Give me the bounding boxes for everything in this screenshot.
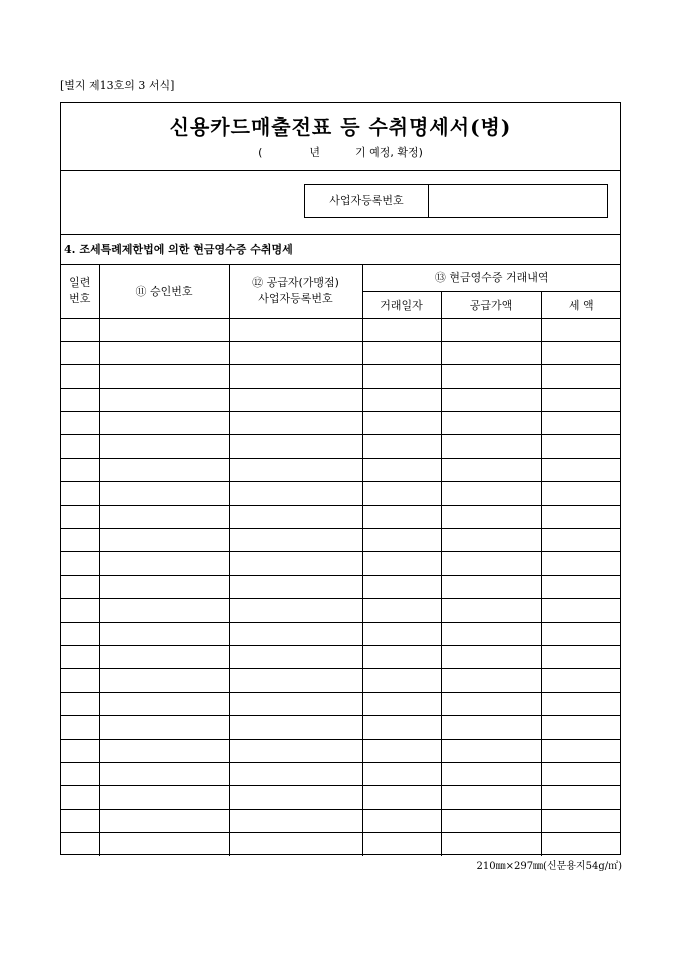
table-row xyxy=(61,599,621,622)
approval-number-cell[interactable] xyxy=(99,622,229,645)
approval-number-cell[interactable] xyxy=(99,575,229,598)
supplier-registration-cell[interactable] xyxy=(229,645,362,668)
approval-number-cell[interactable] xyxy=(99,599,229,622)
transaction-date-cell[interactable] xyxy=(362,529,441,552)
transaction-date-cell[interactable] xyxy=(362,692,441,715)
tax-amount-cell[interactable] xyxy=(541,552,621,575)
approval-number-cell[interactable] xyxy=(99,388,229,411)
table-row xyxy=(61,318,621,341)
approval-number-cell[interactable] xyxy=(99,833,229,856)
tax-amount-cell[interactable] xyxy=(541,692,621,715)
transaction-date-cell[interactable] xyxy=(362,833,441,856)
approval-number-cell[interactable] xyxy=(99,809,229,832)
receipt-table-body xyxy=(61,318,621,856)
table-row xyxy=(61,809,621,832)
header-supply-amount: 공급가액 xyxy=(441,291,541,318)
supply-amount-cell[interactable] xyxy=(441,505,541,528)
approval-number-cell[interactable] xyxy=(99,529,229,552)
supplier-registration-cell[interactable] xyxy=(229,365,362,388)
tax-amount-cell[interactable] xyxy=(541,529,621,552)
supplier-registration-cell[interactable] xyxy=(229,786,362,809)
serial-cell[interactable] xyxy=(61,809,99,832)
tax-amount-cell[interactable] xyxy=(541,739,621,762)
approval-number-cell[interactable] xyxy=(99,645,229,668)
supply-amount-cell[interactable] xyxy=(441,809,541,832)
transaction-date-cell[interactable] xyxy=(362,599,441,622)
approval-number-cell[interactable] xyxy=(99,552,229,575)
supplier-registration-cell[interactable] xyxy=(229,388,362,411)
section-title: 4. 조세특례제한법에 의한 현금영수증 수취명세 xyxy=(61,235,620,265)
approval-number-cell[interactable] xyxy=(99,739,229,762)
table-row xyxy=(61,529,621,552)
transaction-date-cell[interactable] xyxy=(362,412,441,435)
supplier-registration-cell[interactable] xyxy=(229,575,362,598)
header-serial-line2: 번호 xyxy=(69,291,91,305)
approval-number-cell[interactable] xyxy=(99,318,229,341)
paper-spec: 210㎜×297㎜(신문용지54g/㎡) xyxy=(476,861,622,872)
approval-number-cell[interactable] xyxy=(99,458,229,481)
tax-amount-cell[interactable] xyxy=(541,809,621,832)
tax-amount-cell[interactable] xyxy=(541,505,621,528)
approval-number-cell[interactable] xyxy=(99,412,229,435)
tax-amount-cell[interactable] xyxy=(541,786,621,809)
serial-cell[interactable] xyxy=(61,833,99,856)
serial-cell[interactable] xyxy=(61,575,99,598)
serial-cell[interactable] xyxy=(61,599,99,622)
transaction-date-cell[interactable] xyxy=(362,809,441,832)
table-row xyxy=(61,412,621,435)
header-serial-line1: 일련 xyxy=(69,275,91,289)
supplier-registration-cell[interactable] xyxy=(229,529,362,552)
transaction-date-cell[interactable] xyxy=(362,388,441,411)
period-type-label: 기 예정, 확정) xyxy=(355,146,423,159)
header-approval-number: ⑪ 승인번호 xyxy=(99,264,229,318)
tax-amount-cell[interactable] xyxy=(541,365,621,388)
table-row xyxy=(61,482,621,505)
serial-cell[interactable] xyxy=(61,552,99,575)
tax-amount-cell[interactable] xyxy=(541,435,621,458)
supplier-registration-cell[interactable] xyxy=(229,318,362,341)
supplier-registration-cell[interactable] xyxy=(229,458,362,481)
supply-amount-cell[interactable] xyxy=(441,552,541,575)
transaction-date-cell[interactable] xyxy=(362,552,441,575)
form-title: 신용카드매출전표 등 수취명세서(병) xyxy=(169,115,512,139)
table-row xyxy=(61,365,621,388)
table-row xyxy=(61,552,621,575)
supplier-registration-cell[interactable] xyxy=(229,739,362,762)
supply-amount-cell[interactable] xyxy=(441,762,541,785)
supplier-registration-cell[interactable] xyxy=(229,716,362,739)
supply-amount-cell[interactable] xyxy=(441,669,541,692)
supply-amount-cell[interactable] xyxy=(441,529,541,552)
transaction-date-cell[interactable] xyxy=(362,318,441,341)
supply-amount-cell[interactable] xyxy=(441,575,541,598)
tax-amount-cell[interactable] xyxy=(541,669,621,692)
serial-cell[interactable] xyxy=(61,669,99,692)
approval-number-cell[interactable] xyxy=(99,482,229,505)
serial-cell[interactable] xyxy=(61,645,99,668)
serial-cell[interactable] xyxy=(61,365,99,388)
supplier-registration-cell[interactable] xyxy=(229,622,362,645)
transaction-date-cell[interactable] xyxy=(362,505,441,528)
header-tax-amount: 세 액 xyxy=(541,291,621,318)
transaction-date-cell[interactable] xyxy=(362,435,441,458)
form-frame xyxy=(60,102,621,855)
header-transaction-date: 거래일자 xyxy=(362,291,441,318)
serial-cell[interactable] xyxy=(61,762,99,785)
transaction-date-cell[interactable] xyxy=(362,575,441,598)
tax-amount-cell[interactable] xyxy=(541,833,621,856)
table-row xyxy=(61,833,621,856)
supplier-registration-cell[interactable] xyxy=(229,505,362,528)
tax-amount-cell[interactable] xyxy=(541,599,621,622)
supply-amount-cell[interactable] xyxy=(441,458,541,481)
supply-amount-cell[interactable] xyxy=(441,833,541,856)
serial-cell[interactable] xyxy=(61,482,99,505)
tax-amount-cell[interactable] xyxy=(541,388,621,411)
supplier-registration-cell[interactable] xyxy=(229,669,362,692)
supplier-registration-cell[interactable] xyxy=(229,552,362,575)
supply-amount-cell[interactable] xyxy=(441,739,541,762)
supplier-registration-cell[interactable] xyxy=(229,341,362,364)
table-row xyxy=(61,575,621,598)
serial-cell[interactable] xyxy=(61,435,99,458)
transaction-date-cell[interactable] xyxy=(362,482,441,505)
supplier-registration-cell[interactable] xyxy=(229,482,362,505)
header-cash-receipt-group: ⑬ 현금영수증 거래내역 xyxy=(362,264,621,291)
supply-amount-cell[interactable] xyxy=(441,692,541,715)
approval-number-cell[interactable] xyxy=(99,692,229,715)
serial-cell[interactable] xyxy=(61,388,99,411)
transaction-date-cell[interactable] xyxy=(362,762,441,785)
tax-amount-cell[interactable] xyxy=(541,318,621,341)
table-row xyxy=(61,669,621,692)
supplier-registration-cell[interactable] xyxy=(229,833,362,856)
approval-number-cell[interactable] xyxy=(99,786,229,809)
registration-label: 사업자등록번호 xyxy=(305,185,429,217)
transaction-date-cell[interactable] xyxy=(362,786,441,809)
tax-amount-cell[interactable] xyxy=(541,716,621,739)
supply-amount-cell[interactable] xyxy=(441,622,541,645)
registration-area xyxy=(61,171,620,235)
supply-amount-cell[interactable] xyxy=(441,786,541,809)
transaction-date-cell[interactable] xyxy=(362,669,441,692)
approval-number-cell[interactable] xyxy=(99,716,229,739)
approval-number-cell[interactable] xyxy=(99,435,229,458)
period-year-label: 년 xyxy=(309,146,320,159)
transaction-date-cell[interactable] xyxy=(362,365,441,388)
serial-cell[interactable] xyxy=(61,716,99,739)
tax-amount-cell[interactable] xyxy=(541,622,621,645)
approval-number-cell[interactable] xyxy=(99,505,229,528)
tax-amount-cell[interactable] xyxy=(541,341,621,364)
transaction-date-cell[interactable] xyxy=(362,739,441,762)
serial-cell[interactable] xyxy=(61,458,99,481)
table-row xyxy=(61,645,621,668)
supplier-registration-cell[interactable] xyxy=(229,692,362,715)
table-row xyxy=(61,716,621,739)
supply-amount-cell[interactable] xyxy=(441,482,541,505)
table-row xyxy=(61,622,621,645)
supply-amount-cell[interactable] xyxy=(441,716,541,739)
supply-amount-cell[interactable] xyxy=(441,388,541,411)
header-supplier-line2: 사업자등록번호 xyxy=(258,291,333,305)
transaction-date-cell[interactable] xyxy=(362,458,441,481)
approval-number-cell[interactable] xyxy=(99,341,229,364)
serial-cell[interactable] xyxy=(61,529,99,552)
serial-cell[interactable] xyxy=(61,341,99,364)
transaction-date-cell[interactable] xyxy=(362,645,441,668)
tax-amount-cell[interactable] xyxy=(541,412,621,435)
form-reference: [별지 제13호의 3 서식] xyxy=(60,79,175,92)
supply-amount-cell[interactable] xyxy=(441,412,541,435)
table-row xyxy=(61,505,621,528)
supply-amount-cell[interactable] xyxy=(441,365,541,388)
header-serial-number xyxy=(61,264,99,318)
table-row xyxy=(61,388,621,411)
table-row xyxy=(61,786,621,809)
registration-number-field[interactable] xyxy=(429,185,607,217)
tax-amount-cell[interactable] xyxy=(541,575,621,598)
supply-amount-cell[interactable] xyxy=(441,435,541,458)
table-row xyxy=(61,739,621,762)
title-box xyxy=(61,103,620,171)
supplier-registration-cell[interactable] xyxy=(229,762,362,785)
serial-cell[interactable] xyxy=(61,318,99,341)
supply-amount-cell[interactable] xyxy=(441,318,541,341)
tax-amount-cell[interactable] xyxy=(541,762,621,785)
supplier-registration-cell[interactable] xyxy=(229,599,362,622)
receipt-table xyxy=(61,264,621,856)
approval-number-cell[interactable] xyxy=(99,762,229,785)
supply-amount-cell[interactable] xyxy=(441,341,541,364)
form-period xyxy=(61,146,620,160)
table-row xyxy=(61,341,621,364)
tax-amount-cell[interactable] xyxy=(541,482,621,505)
tax-amount-cell[interactable] xyxy=(541,645,621,668)
period-open-paren: ( xyxy=(258,146,263,159)
supplier-registration-cell[interactable] xyxy=(229,412,362,435)
serial-cell[interactable] xyxy=(61,412,99,435)
supply-amount-cell[interactable] xyxy=(441,599,541,622)
serial-cell[interactable] xyxy=(61,739,99,762)
serial-cell[interactable] xyxy=(61,622,99,645)
supplier-registration-cell[interactable] xyxy=(229,435,362,458)
transaction-date-cell[interactable] xyxy=(362,341,441,364)
table-row xyxy=(61,458,621,481)
serial-cell[interactable] xyxy=(61,505,99,528)
transaction-date-cell[interactable] xyxy=(362,716,441,739)
approval-number-cell[interactable] xyxy=(99,669,229,692)
supplier-registration-cell[interactable] xyxy=(229,809,362,832)
serial-cell[interactable] xyxy=(61,692,99,715)
header-supplier-line1: ⑫ 공급자(가맹점) xyxy=(252,275,339,289)
tax-amount-cell[interactable] xyxy=(541,458,621,481)
table-row xyxy=(61,762,621,785)
transaction-date-cell[interactable] xyxy=(362,622,441,645)
supply-amount-cell[interactable] xyxy=(441,645,541,668)
serial-cell[interactable] xyxy=(61,786,99,809)
table-row xyxy=(61,692,621,715)
table-row xyxy=(61,435,621,458)
header-supplier-registration xyxy=(229,264,362,318)
approval-number-cell[interactable] xyxy=(99,365,229,388)
registration-box xyxy=(304,184,608,218)
